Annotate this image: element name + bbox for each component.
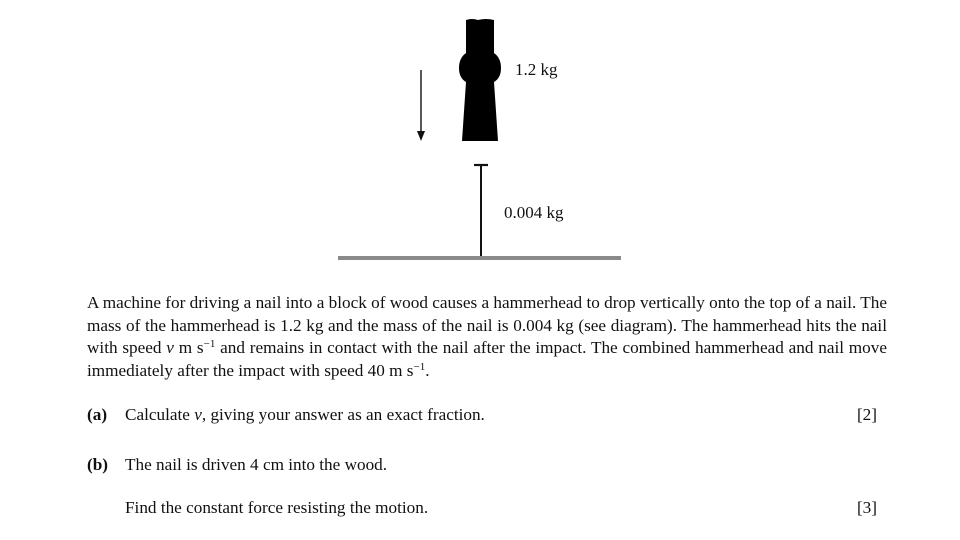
unit-exponent: −1 [203, 338, 216, 350]
question-a-marks: [2] [856, 405, 877, 424]
hammer-mass-label: 1.2 kg [515, 60, 558, 79]
question-b-label: (b) [87, 455, 109, 474]
statement-part-1: A machine for driving a nail into a block of wood causes a hammerhead to drop vertically onto the top of a nail. The mass of the hammerhead is 1.2 kg and the mass of the nail is 0.004 kg (see diagram). The hammerhead hits the nail with speed [87, 293, 887, 357]
speed-variable: v [166, 338, 174, 357]
nail-shape [474, 165, 488, 256]
question-b-marks: [3] [856, 498, 877, 517]
wood-surface [338, 256, 621, 260]
nail-mass-label: 0.004 kg [504, 203, 564, 222]
question-a-variable: v [194, 405, 202, 424]
question-a-text-before: Calculate [125, 405, 195, 424]
unit-exponent-2: −1 [413, 360, 426, 373]
question-a-text-after: , giving your answer as an exact fraction. [201, 405, 485, 424]
question-b-subtext: Find the constant force resisting the motion. [125, 498, 429, 517]
question-a-text [125, 405, 485, 425]
question-b-text: The nail is driven 4 cm into the wood. [125, 455, 388, 474]
hammerhead-shape [459, 19, 501, 141]
statement-part-2: and remains in contact with the nail after the impact. The combined hammerhead and nail move immediately after the impact with speed 40 m s [87, 338, 887, 380]
downward-arrow-icon [417, 70, 425, 141]
question-a-label: (a) [87, 405, 108, 424]
statement-end: . [425, 360, 430, 380]
problem-statement [87, 292, 887, 382]
unit-ms: m s [173, 338, 204, 357]
